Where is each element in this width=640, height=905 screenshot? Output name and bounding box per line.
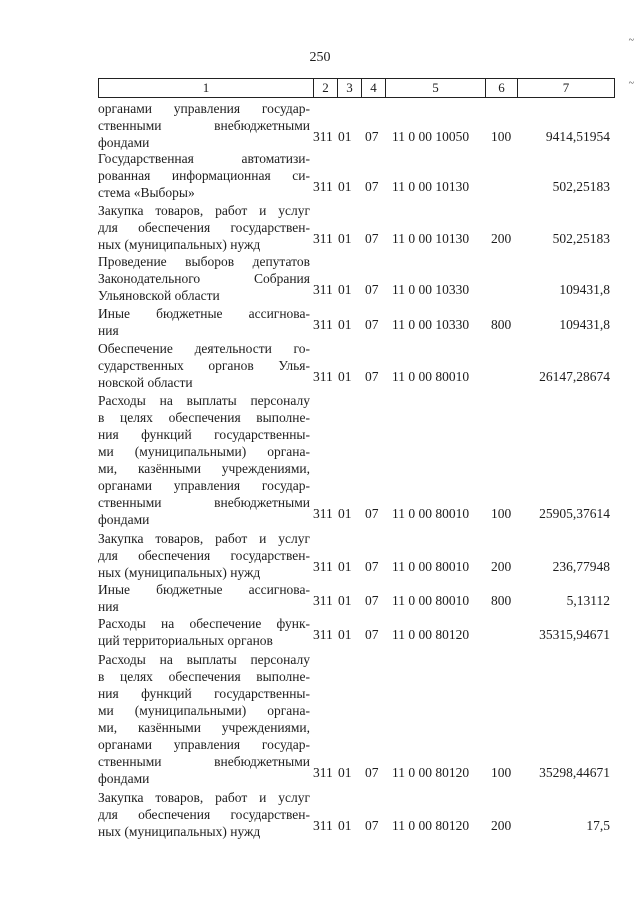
row-name-line: ных (муниципальных) нужд — [98, 565, 261, 580]
row-subsection: 07 — [365, 369, 379, 384]
row-subsection: 07 — [365, 231, 379, 246]
row-expense-type: 800 — [491, 593, 512, 608]
row-amount: 109431,8 — [559, 317, 610, 332]
row-name-line: ния функций государственны- — [98, 686, 310, 701]
row-subsection: 07 — [365, 627, 379, 642]
table-header — [98, 78, 615, 98]
row-subsection: 07 — [365, 282, 379, 297]
row-target-article: 11 0 00 10050 — [392, 129, 470, 144]
row-name-line: Проведение выборов депутатов — [98, 254, 310, 269]
row-subsection: 07 — [365, 317, 379, 332]
row-name-line: Ульяновской области — [98, 288, 220, 303]
row-section: 01 — [338, 506, 352, 521]
row-subsection: 07 — [365, 179, 379, 194]
row-name — [98, 651, 310, 787]
row-name-line: ми (муниципальными) органа- — [98, 444, 310, 459]
row-target-article: 11 0 00 80120 — [392, 818, 470, 833]
row-name-line: в целях обеспечения выполне- — [98, 669, 310, 684]
page-number: 250 — [309, 50, 331, 65]
row-subsection: 07 — [365, 818, 379, 833]
row-section: 01 — [338, 179, 352, 194]
row-name-line: ций территориальных органов — [98, 633, 273, 648]
row-name-line: органами управления государ- — [98, 478, 310, 493]
row-name-line: Иные бюджетные ассигнова- — [98, 306, 310, 321]
row-target-article: 11 0 00 10330 — [392, 317, 470, 332]
row-expense-type: 100 — [491, 765, 512, 780]
row-subsection: 07 — [365, 129, 379, 144]
row-expense-type: 100 — [491, 506, 512, 521]
row-ministry: 311 — [313, 129, 333, 144]
row-name — [98, 305, 310, 339]
row-ministry: 311 — [313, 506, 333, 521]
row-name — [98, 100, 310, 151]
row-name-line: Закупка товаров, работ и услуг — [98, 203, 310, 218]
row-target-article: 11 0 00 80010 — [392, 559, 470, 574]
row-section: 01 — [338, 765, 352, 780]
row-amount: 236,77948 — [552, 559, 610, 574]
row-subsection: 07 — [365, 559, 379, 574]
row-name — [98, 202, 310, 253]
row-amount: 17,5 — [586, 818, 610, 833]
row-name — [98, 253, 310, 304]
row-name — [98, 150, 310, 201]
header-col-3: 3 — [338, 79, 362, 97]
row-name-line: ми, казёнными учреждениями, — [98, 720, 310, 735]
row-amount: 5,13112 — [566, 593, 610, 608]
row-name-line: фондами — [98, 512, 150, 527]
row-section: 01 — [338, 317, 352, 332]
row-ministry: 311 — [313, 765, 333, 780]
row-name-line: ния — [98, 599, 119, 614]
row-target-article: 11 0 00 10130 — [392, 179, 470, 194]
row-name-line: Закупка товаров, работ и услуг — [98, 790, 310, 805]
margin-mark: ~ — [628, 35, 634, 46]
row-name-line: ния функций государственны- — [98, 427, 310, 442]
row-section: 01 — [338, 231, 352, 246]
row-name-line: органами управления государ- — [98, 101, 310, 116]
row-name-line: ственными внебюджетными — [98, 495, 310, 510]
row-name-line: ственными внебюджетными — [98, 754, 310, 769]
row-name-line: Расходы на выплаты персоналу — [98, 393, 310, 408]
row-target-article: 11 0 00 80010 — [392, 506, 470, 521]
row-name-line: Обеспечение деятельности го- — [98, 341, 310, 356]
row-name-line: стема «Выборы» — [98, 185, 195, 200]
row-name-line: фондами — [98, 135, 150, 150]
row-name-line: сударственных органов Улья- — [98, 358, 310, 373]
row-name-line: в целях обеспечения выполне- — [98, 410, 310, 425]
row-section: 01 — [338, 627, 352, 642]
row-name-line: ственными внебюджетными — [98, 118, 310, 133]
header-col-1: 1 — [99, 79, 314, 97]
row-amount: 502,25183 — [552, 179, 610, 194]
row-ministry: 311 — [313, 369, 333, 384]
row-name-line: фондами — [98, 771, 150, 786]
row-expense-type: 200 — [491, 231, 512, 246]
row-name-line: новской области — [98, 375, 193, 390]
row-ministry: 311 — [313, 818, 333, 833]
header-col-7: 7 — [562, 80, 570, 95]
row-name — [98, 789, 310, 840]
row-ministry: 311 — [313, 559, 333, 574]
row-amount: 35315,94671 — [539, 627, 610, 642]
row-name-line: Иные бюджетные ассигнова- — [98, 582, 310, 597]
row-amount: 26147,28674 — [539, 369, 610, 384]
row-name-line: для обеспечения государствен- — [98, 220, 310, 235]
row-ministry: 311 — [313, 627, 333, 642]
header-col-5: 5 — [386, 79, 486, 97]
row-section: 01 — [338, 559, 352, 574]
row-name-line: ния — [98, 323, 119, 338]
row-section: 01 — [338, 818, 352, 833]
row-target-article: 11 0 00 80010 — [392, 593, 470, 608]
row-amount: 35298,44671 — [539, 765, 610, 780]
row-section: 01 — [338, 593, 352, 608]
row-section: 01 — [338, 282, 352, 297]
row-amount: 109431,8 — [559, 282, 610, 297]
row-name — [98, 530, 310, 581]
row-ministry: 311 — [313, 593, 333, 608]
row-target-article: 11 0 00 80120 — [392, 765, 470, 780]
row-name-line: ми, казёнными учреждениями, — [98, 461, 310, 476]
row-name-line: Законодательного Собрания — [98, 271, 310, 286]
row-subsection: 07 — [365, 765, 379, 780]
row-name-line: ных (муниципальных) нужд — [98, 237, 261, 252]
row-amount: 502,25183 — [552, 231, 610, 246]
row-name-line: ми (муниципальными) органа- — [98, 703, 310, 718]
row-section: 01 — [338, 369, 352, 384]
row-amount: 25905,37614 — [539, 506, 610, 521]
row-amount: 9414,51954 — [545, 129, 610, 144]
row-ministry: 311 — [313, 282, 333, 297]
row-subsection: 07 — [365, 593, 379, 608]
row-section: 01 — [338, 129, 352, 144]
row-name — [98, 340, 310, 391]
row-name-line: органами управления государ- — [98, 737, 310, 752]
row-expense-type: 800 — [491, 317, 512, 332]
row-expense-type: 200 — [491, 559, 512, 574]
row-name-line: ных (муниципальных) нужд — [98, 824, 261, 839]
row-ministry: 311 — [313, 179, 333, 194]
row-ministry: 311 — [313, 231, 333, 246]
row-name — [98, 581, 310, 615]
row-name-line: Закупка товаров, работ и услуг — [98, 531, 310, 546]
header-col-2: 2 — [314, 79, 338, 97]
row-name — [98, 392, 310, 528]
row-name-line: Расходы на выплаты персоналу — [98, 652, 310, 667]
row-target-article: 11 0 00 80010 — [392, 369, 470, 384]
header-col-4: 4 — [362, 79, 386, 97]
row-expense-type: 100 — [491, 129, 512, 144]
row-target-article: 11 0 00 80120 — [392, 627, 470, 642]
row-name-line: рованная информационная си- — [98, 168, 310, 183]
row-ministry: 311 — [313, 317, 333, 332]
row-expense-type: 200 — [491, 818, 512, 833]
row-name — [98, 615, 310, 649]
row-target-article: 11 0 00 10330 — [392, 282, 470, 297]
row-name-line: для обеспечения государствен- — [98, 807, 310, 822]
margin-mark: ~ — [628, 78, 634, 89]
row-name-line: для обеспечения государствен- — [98, 548, 310, 563]
row-target-article: 11 0 00 10130 — [392, 231, 470, 246]
row-name-line: Расходы на обеспечение функ- — [98, 616, 310, 631]
header-col-6: 6 — [486, 79, 518, 97]
row-subsection: 07 — [365, 506, 379, 521]
row-name-line: Государственная автоматизи- — [98, 151, 310, 166]
